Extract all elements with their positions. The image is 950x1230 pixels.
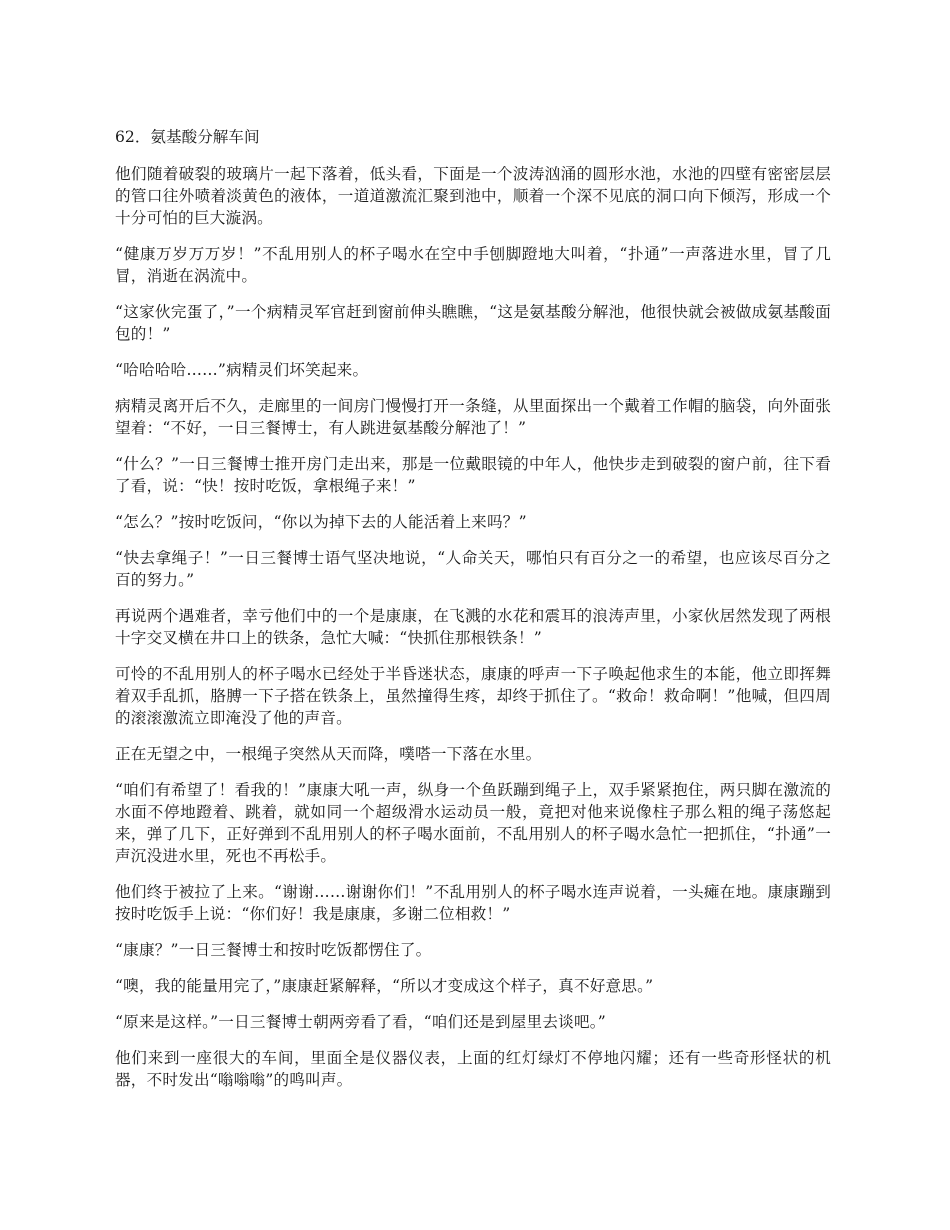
paragraph: 正在无望之中，一根绳子突然从天而降，噗嗒一下落在水里。 — [115, 745, 542, 763]
paragraph: 病精灵离开后不久，走廊里的一间房门慢慢打开一条缝，从里面探出一个戴着工作帽的脑袋，向外面张望着：“不好，一日三餐博士，有人跳进氨基酸分解池了！” — [115, 397, 831, 437]
document-page — [115, 126, 831, 1105]
paragraph: “这家伙完蛋了，”一个病精灵军官赶到窗前伸头瞧瞧，“这是氨基酸分解池，他很快就会被做成氨基酸面包的！” — [115, 303, 831, 343]
paragraph: 他们来到一座很大的车间，里面全是仪器仪表，上面的红灯绿灯不停地闪耀；还有一些奇形怪状的机器，不时发出“嗡嗡嗡”的鸣叫声。 — [115, 1049, 831, 1089]
paragraph: 他们随着破裂的玻璃片一起下落着，低头看，下面是一个波涛汹涌的圆形水池，水池的四壁有密密层层的管口往外喷着淡黄色的液体，一道道激流汇聚到池中，顺着一个深不见底的洞口向下倾泻，形成一个十分可怕的巨大漩涡。 — [115, 165, 831, 227]
paragraph: 再说两个遇难者，幸亏他们中的一个是康康，在飞溅的水花和震耳的浪涛声里，小家伙居然发现了两根十字交叉横在井口上的铁条，急忙大喊：“快抓住那根铁条！” — [115, 607, 831, 647]
paragraph: “康康？”一日三餐博士和按时吃饭都愣住了。 — [115, 941, 432, 959]
paragraph: “怎么？”按时吃饭问，“你以为掉下去的人能活着上来吗？” — [115, 513, 527, 531]
paragraph: “健康万岁万万岁！”不乱用别人的杯子喝水在空中手刨脚蹬地大叫着，“扑通”一声落进水里，冒了几冒，消逝在涡流中。 — [115, 245, 831, 285]
paragraph: “咱们有希望了！看我的！”康康大吼一声，纵身一个鱼跃蹦到绳子上，双手紧紧抱住，两只脚在激流的水面不停地蹬着、跳着，就如同一个超级滑水运动员一般，竟把对他来说像柱子那么粗的绳子荡悠起来，弹了几下，正好弹到不乱用别人的杯子喝水面前，不乱用别人的杯子喝水急忙一把抓住，“扑通”一声沉没进水里，死也不再松手。 — [115, 781, 831, 865]
paragraph: 可怜的不乱用别人的杯子喝水已经处于半昏迷状态，康康的呼声一下子唤起他求生的本能，他立即挥舞着双手乱抓，胳膊一下子搭在铁条上，虽然撞得生疼，却终于抓住了。“救命！救命啊！”他喊，但四周的滚滚激流立即淹没了他的声音。 — [115, 665, 831, 727]
paragraph: “什么？”一日三餐博士推开房门走出来，那是一位戴眼镜的中年人，他快步走到破裂的窗户前，往下看了看，说：“快！按时吃饭，拿根绳子来！” — [115, 455, 831, 495]
paragraph: 他们终于被拉了上来。“谢谢……谢谢你们！”不乱用别人的杯子喝水连声说着，一头瘫在地。康康蹦到按时吃饭手上说：“你们好！我是康康，多谢二位相救！” — [115, 883, 831, 923]
paragraph: “快去拿绳子！”一日三餐博士语气坚决地说，“人命关天，哪怕只有百分之一的希望，也应该尽百分之百的努力。” — [115, 549, 831, 589]
chapter-title: 62．氨基酸分解车间 — [115, 128, 260, 146]
paragraph: “原来是这样。”一日三餐博士朝两旁看了看，“咱们还是到屋里去谈吧。” — [115, 1013, 606, 1031]
paragraph: “噢，我的能量用完了，”康康赶紧解释，“所以才变成这个样子，真不好意思。” — [115, 977, 654, 995]
paragraph: “哈哈哈哈……”病精灵们坏笑起来。 — [115, 361, 369, 379]
